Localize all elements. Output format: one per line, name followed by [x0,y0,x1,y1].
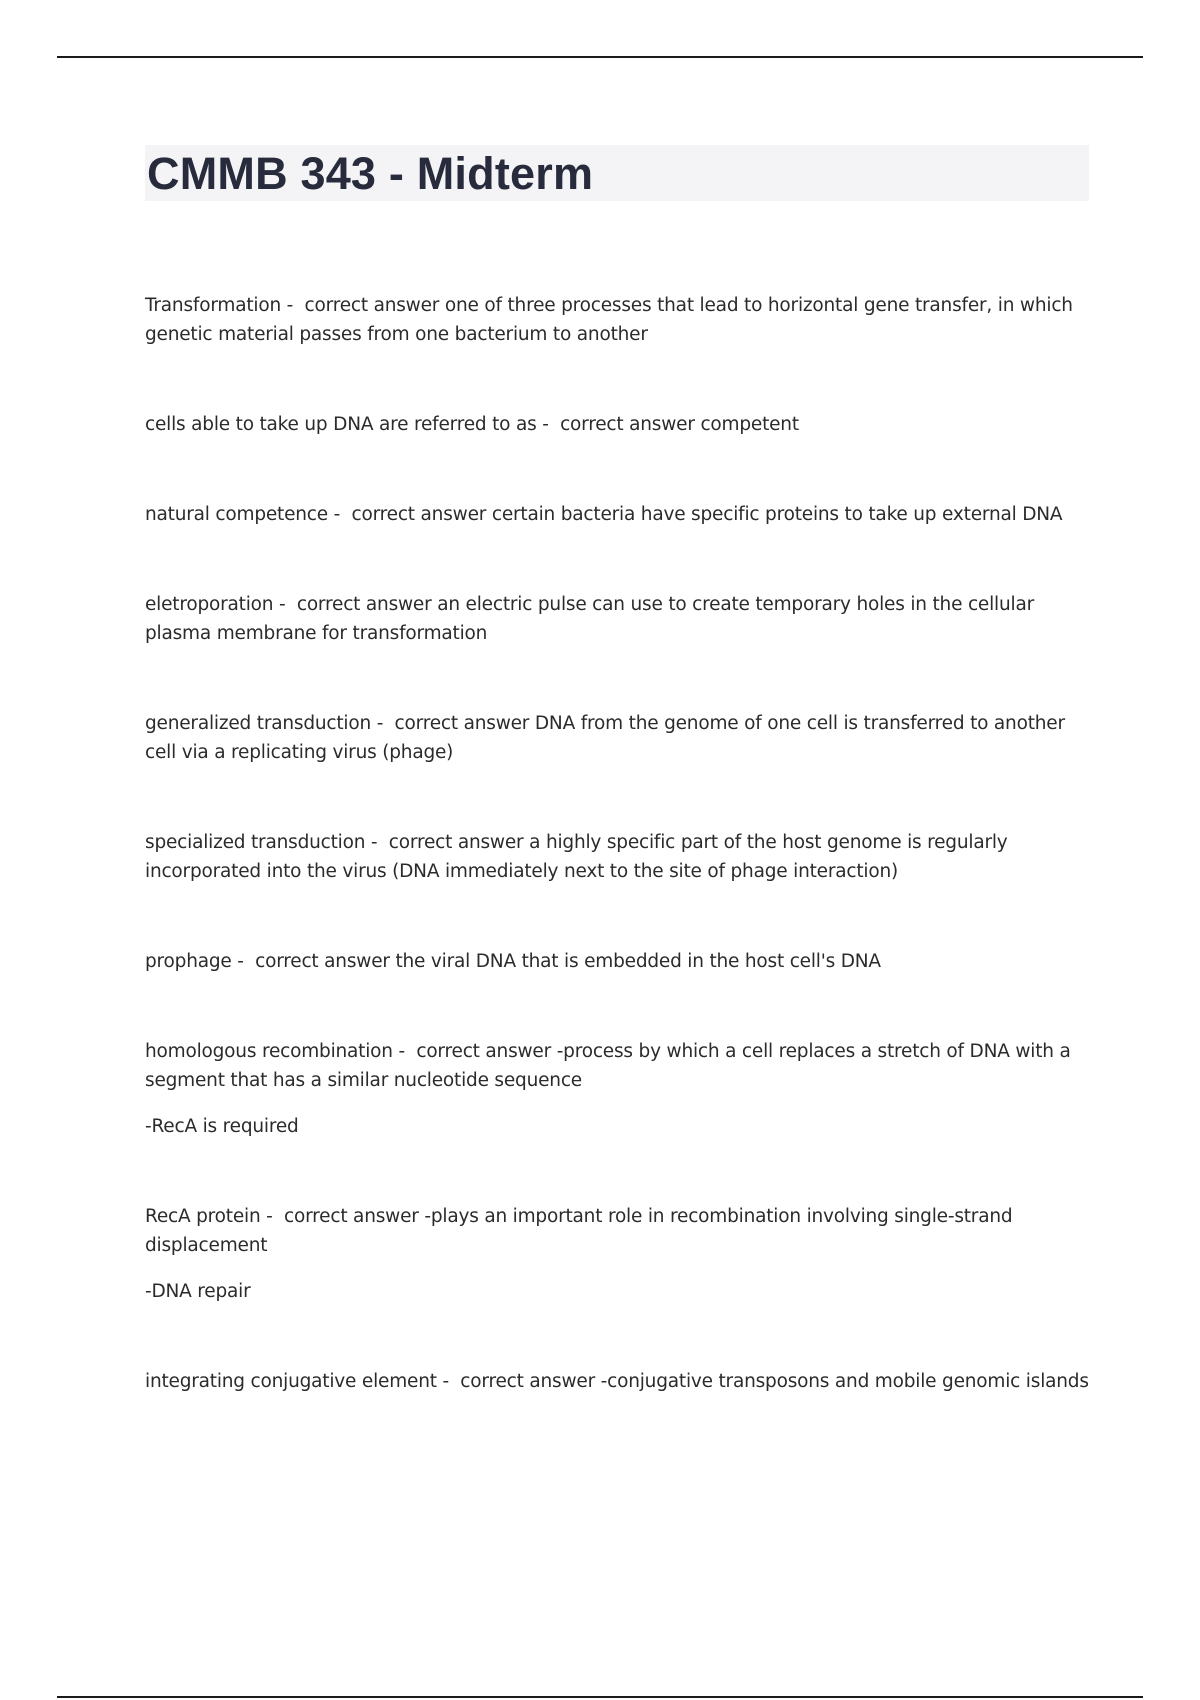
card-term: Transformation [145,295,281,316]
card-answer: a highly specific part of the host genome is regularly incorporated into the virus (DNA immediately next to the site of phage interaction) [145,832,1008,882]
card-separator: - correct answer [392,1041,557,1062]
card-answer: -plays an important role in recombination involving single-strand displacement [145,1206,1013,1256]
card-separator: - correct answer [327,504,492,525]
card-separator: - correct answer [536,414,701,435]
card-term: specialized transduction [145,832,366,853]
flashcard-list [145,291,1089,1396]
card-answer: one of three processes that lead to horizontal gene transfer, in which genetic material passes from one bacterium to another [145,295,1073,345]
flashcard [145,410,1089,439]
flashcard [145,828,1089,886]
card-answer: -process by which a cell replaces a stretch of DNA with a segment that has a similar nucleotide sequence [145,1041,1071,1091]
card-separator: - correct answer [281,295,445,316]
flashcard [145,947,1089,976]
card-answer: -conjugative transposons and mobile genomic islands [600,1371,1089,1392]
flashcard [145,709,1089,767]
card-separator: - correct answer [371,713,535,734]
card-separator: - correct answer [260,1206,425,1227]
card-answer: DNA from the genome of one cell is transferred to another cell via a replicating virus (phage) [145,713,1065,763]
card-term: generalized transduction [145,713,372,734]
card-answer: competent [700,414,799,435]
card-term: homologous recombination [145,1041,393,1062]
card-separator: - correct answer [273,594,438,615]
card-separator: - correct answer [365,832,530,853]
flashcard [145,1367,1089,1396]
top-rule [57,56,1143,58]
card-term: RecA protein [145,1206,261,1227]
page-title: CMMB 343 - Midterm [147,147,594,199]
flashcard [145,590,1089,648]
flashcard [145,1202,1089,1306]
page-content [145,145,1089,1457]
card-term: prophage [145,951,232,972]
card-answer: certain bacteria have specific proteins to take up external DNA [491,504,1063,525]
card-answer: the viral DNA that is embedded in the host cell's DNA [395,951,881,972]
card-separator: - correct answer [231,951,396,972]
flashcard [145,1037,1089,1141]
card-term: natural competence [145,504,328,525]
card-answer-extra: -RecA is required [145,1116,299,1137]
flashcard [145,500,1089,529]
card-separator: - correct answer [436,1371,601,1392]
card-term: eletroporation [145,594,274,615]
card-term: integrating conjugative element [145,1371,437,1392]
title-banner [145,145,1089,201]
card-term: cells able to take up DNA are referred to as [145,414,537,435]
bottom-rule [57,1696,1143,1698]
flashcard [145,291,1089,349]
card-answer-extra: -DNA repair [145,1281,251,1302]
card-answer: an electric pulse can use to create temporary holes in the cellular plasma membrane for transformation [145,594,1034,644]
